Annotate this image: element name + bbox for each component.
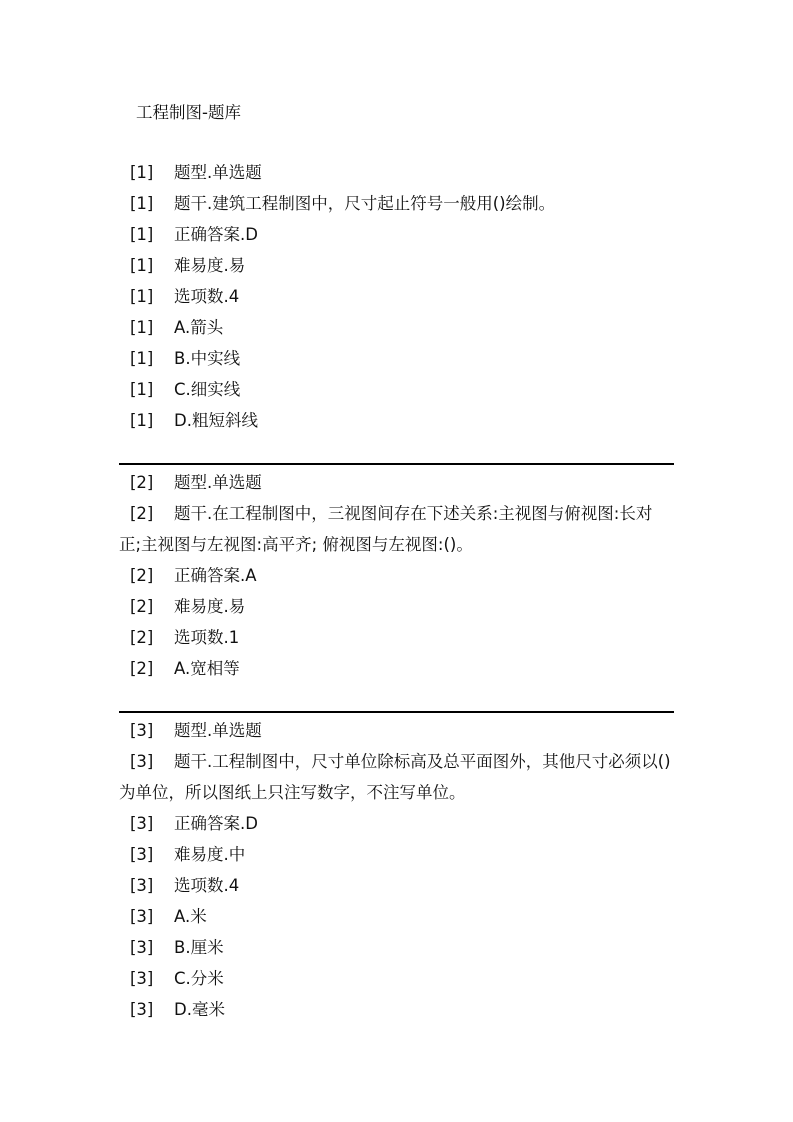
question-line bbox=[119, 312, 674, 343]
question-line-text: 题型.单选题 bbox=[174, 473, 262, 492]
question-line-text: B.厘米 bbox=[174, 938, 224, 957]
question-line-text: A.箭头 bbox=[174, 318, 224, 337]
question-number: [2] bbox=[130, 566, 154, 585]
question-line bbox=[119, 901, 674, 932]
question-number: [3] bbox=[130, 1000, 154, 1019]
question-line bbox=[119, 343, 674, 374]
question-line bbox=[119, 839, 674, 870]
question-list bbox=[119, 157, 674, 1025]
question-number: [3] bbox=[130, 876, 154, 895]
question-line-text: D.毫米 bbox=[174, 1000, 225, 1019]
question-line bbox=[119, 963, 674, 994]
question-number: [1] bbox=[130, 225, 154, 244]
question-line bbox=[119, 188, 674, 219]
question-line bbox=[119, 591, 674, 622]
question-number: [1] bbox=[130, 349, 154, 368]
question-block bbox=[119, 715, 674, 1025]
question-line-text: C.细实线 bbox=[174, 380, 241, 399]
question-line-text: 正确答案.D bbox=[174, 225, 258, 244]
question-line-text: A.米 bbox=[174, 907, 207, 926]
question-line bbox=[119, 932, 674, 963]
question-number: [3] bbox=[130, 814, 154, 833]
question-line bbox=[119, 250, 674, 281]
question-number: [3] bbox=[130, 907, 154, 926]
question-number: [1] bbox=[130, 380, 154, 399]
question-number: [1] bbox=[130, 194, 154, 213]
question-line bbox=[119, 560, 674, 591]
question-number: [2] bbox=[130, 628, 154, 647]
question-number: [1] bbox=[130, 318, 154, 337]
question-line-text: A.宽相等 bbox=[174, 659, 240, 678]
question-number: [3] bbox=[130, 969, 154, 988]
question-number: [3] bbox=[130, 938, 154, 957]
question-line-text: 题干.在工程制图中，三视图间存在下述关系:主视图与俯视图:长对正;主视图与左视图:高平齐; 俯视图与左视图:()。 bbox=[119, 504, 653, 554]
question-number: [1] bbox=[130, 163, 154, 182]
question-number: [2] bbox=[130, 659, 154, 678]
question-line bbox=[119, 467, 674, 498]
question-line-text: 题干.建筑工程制图中，尺寸起止符号一般用()绘制。 bbox=[174, 194, 556, 213]
question-line bbox=[119, 622, 674, 653]
question-number: [3] bbox=[130, 752, 154, 771]
question-number: [2] bbox=[130, 504, 154, 523]
question-line-text: C.分米 bbox=[174, 969, 224, 988]
question-line bbox=[119, 281, 674, 312]
section-divider bbox=[119, 463, 674, 465]
question-line-text: 难易度.易 bbox=[174, 597, 246, 616]
question-line bbox=[119, 808, 674, 839]
question-line bbox=[119, 374, 674, 405]
question-line-text: 正确答案.A bbox=[174, 566, 257, 585]
question-line bbox=[119, 653, 674, 684]
question-line-text: 正确答案.D bbox=[174, 814, 258, 833]
question-line-text: 题型.单选题 bbox=[174, 721, 262, 740]
question-line bbox=[119, 715, 674, 746]
question-block bbox=[119, 157, 674, 436]
question-line bbox=[119, 746, 674, 808]
document-title: 工程制图-题库 bbox=[136, 103, 241, 122]
question-number: [3] bbox=[130, 721, 154, 740]
section-divider bbox=[119, 711, 674, 713]
question-line bbox=[119, 157, 674, 188]
document bbox=[119, 97, 674, 1025]
question-line bbox=[119, 405, 674, 436]
question-number: [1] bbox=[130, 287, 154, 306]
question-number: [3] bbox=[130, 845, 154, 864]
question-line-text: 选项数.4 bbox=[174, 876, 240, 895]
question-line bbox=[119, 994, 674, 1025]
question-line-text: 难易度.中 bbox=[174, 845, 246, 864]
question-line-text: 选项数.1 bbox=[174, 628, 240, 647]
question-line-text: 难易度.易 bbox=[174, 256, 246, 275]
question-line-text: 题干.工程制图中，尺寸单位除标高及总平面图外，其他尺寸必须以() 为单位，所以图纸上只注写数字，不注写单位。 bbox=[119, 752, 671, 802]
question-line-text: 题型.单选题 bbox=[174, 163, 262, 182]
question-number: [2] bbox=[130, 473, 154, 492]
question-block bbox=[119, 467, 674, 684]
question-line bbox=[119, 498, 674, 560]
question-line-text: 选项数.4 bbox=[174, 287, 240, 306]
question-number: [1] bbox=[130, 411, 154, 430]
question-number: [2] bbox=[130, 597, 154, 616]
question-line-text: D.粗短斜线 bbox=[174, 411, 258, 430]
question-line bbox=[119, 870, 674, 901]
question-line-text: B.中实线 bbox=[174, 349, 241, 368]
question-number: [1] bbox=[130, 256, 154, 275]
question-line bbox=[119, 219, 674, 250]
